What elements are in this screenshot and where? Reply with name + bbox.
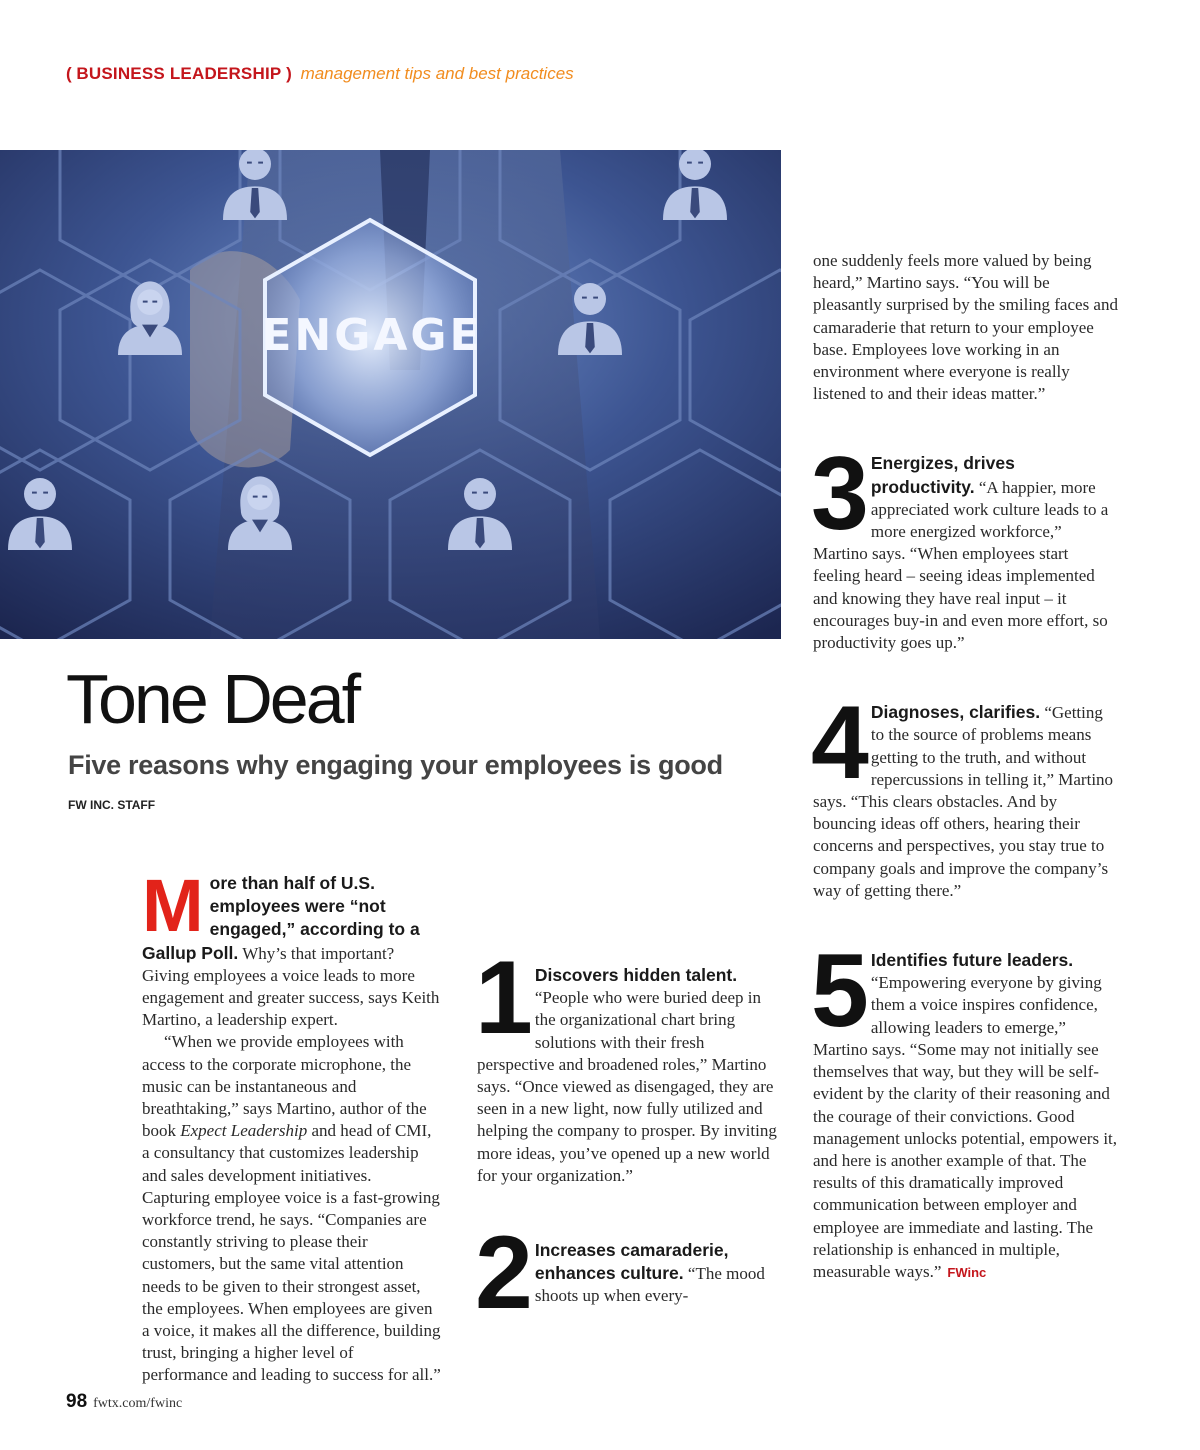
- reason-heading: Increases camaraderie, enhances culture.: [534, 1240, 729, 1284]
- reason-1: [475, 940, 782, 1187]
- reason-2: [475, 1215, 782, 1332]
- column-2: [475, 872, 782, 1332]
- reason-number: 4: [811, 685, 865, 802]
- reason-2-continued: one suddenly feels more valued by being heard,” Martino says. “You will be pleasantly surprised by the smiling faces and camaraderie that return to your employee base. Employees love working in an environment where everyone is really listened to and their ideas matter.”: [813, 251, 1118, 404]
- quote-text-b: and head of CMI, a consultancy that customizes leadership and sales development initiatives. Capturing employee voice is a fast-growing workforce trend, he says. “Companies are constantly striving to please their customers, but the same vital attention needs to be given to their strongest asset, the employees. When employees are given a voice, it makes all the difference, building trust, bringing a higher level of performance and leading to success for all.”: [142, 1121, 441, 1385]
- reason-number: 3: [811, 436, 865, 553]
- section-tagline: management tips and best practices: [300, 64, 574, 83]
- quote-text-a: “When we provide employees with access to the corporate microphone, the music can be instantaneous and breathtaking,” says Martino, author of the book: [142, 1032, 427, 1141]
- article-subtitle: Five reasons why engaging your employees is good: [68, 750, 723, 780]
- reason-number: 1: [475, 940, 529, 1056]
- page-number: 98: [66, 1391, 88, 1412]
- reason-number: 5: [811, 933, 865, 1050]
- section-header: [66, 64, 574, 84]
- intro-paragraph: [142, 864, 442, 1031]
- reason-body: “The mood shoots up when every-: [534, 1264, 765, 1306]
- reason-body: “Empowering everyone by giving them a voice inspires confidence, allowing leaders to emerge,” Martino says. “Some may not initially see themselves that way, but they will be self-evident by the clarity of their reasoning and the courage of their convictions. Good management unlocks potential, empowers it, and here is another example of that. The results of this dramatically improved communication between employer and employee are immediate and lasting. The relationship is enhanced in multiple, measurable ways.”: [813, 973, 1118, 1281]
- reason-heading: Identifies future leaders.: [870, 950, 1074, 971]
- reason-4: [811, 685, 1118, 902]
- reason-heading: Discovers hidden talent.: [534, 965, 738, 985]
- drop-cap: M: [142, 864, 204, 947]
- hero-image: [0, 150, 781, 639]
- article-title: Tone Deaf: [66, 660, 359, 738]
- page-footer: [66, 1391, 182, 1413]
- reason-3: [811, 436, 1118, 654]
- intro-text: Why’s that important? Giving employees a voice leads to more engagement and greater success, says Keith Martino, a leadership expert.: [142, 943, 440, 1030]
- reason-heading: Diagnoses, clarifies.: [870, 702, 1041, 723]
- reason-5: [811, 933, 1118, 1284]
- header-open-paren: (: [66, 64, 72, 83]
- lead-sentence: ore than half of U.S. employees were “not engaged,” according to a Gallup Poll.: [142, 873, 420, 963]
- book-title: Expect Leadership: [180, 1121, 308, 1141]
- reason-number: 2: [475, 1215, 529, 1332]
- reason-body: “A happier, more appreciated work culture leads to a more energized workforce,” Martino says. “When employees start feeling heard – seeing ideas implemented and knowing they have real input – it encourages buy-in and even more effort, so productivity goes up.”: [813, 477, 1109, 653]
- reason-body: “Getting to the source of problems means getting to the truth, and without repercussions in telling it,” Martino says. “This clears obstacles. And by bouncing ideas off others, hearing their concerns and perspectives, you stay true to company goals and improve the company’s way of getting there.”: [813, 703, 1114, 900]
- reason-body: “People who were buried deep in the organizational chart bring solutions with their fresh perspective and broadened roles,” Martino says. “Once viewed as disengaged, they are seen in a new light, now fully utilized and helping the company to prosper. By inviting more ideas, you’ve opened up a new world for your organization.”: [477, 988, 777, 1185]
- reason-heading: Energizes, drives productivity.: [870, 453, 1015, 497]
- column-3: [813, 250, 1118, 1284]
- engage-label: ENGAGE: [261, 310, 483, 361]
- footer-url: fwtx.com/fwinc: [93, 1396, 183, 1411]
- section-name: BUSINESS LEADERSHIP: [76, 64, 282, 83]
- end-mark: FWinc: [947, 1264, 987, 1280]
- column-1: [142, 864, 442, 1387]
- quote-paragraph: [142, 1031, 442, 1386]
- byline: FW INC. STAFF: [68, 798, 156, 812]
- header-close-paren: ): [286, 64, 292, 83]
